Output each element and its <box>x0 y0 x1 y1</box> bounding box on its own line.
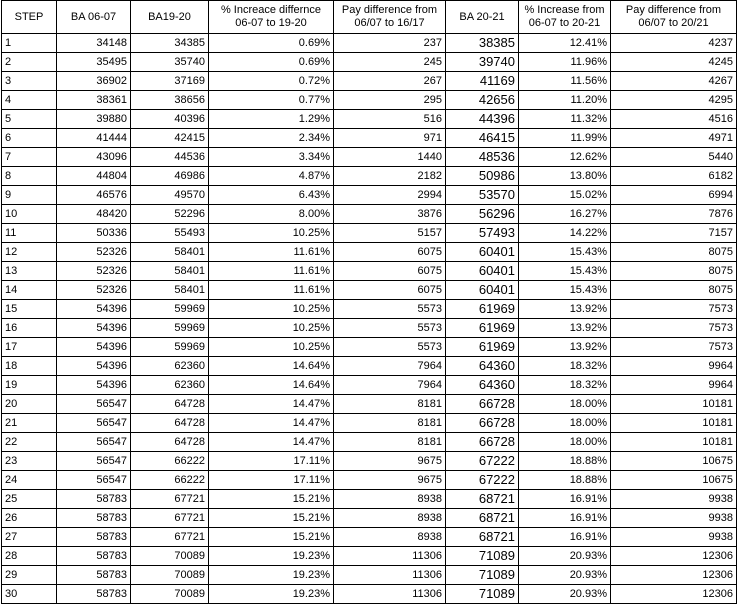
cell-pay-difference-20-21: 7573 <box>611 319 737 338</box>
cell-pay-difference-20-21: 9964 <box>611 357 737 376</box>
cell-step: 25 <box>2 490 57 509</box>
table-row <box>2 338 737 357</box>
cell-ba-06-07: 44804 <box>57 167 131 186</box>
cell-pay-difference-16-17: 5157 <box>334 224 446 243</box>
cell-pct-increase-20-21: 13.92% <box>519 338 611 357</box>
cell-ba-06-07: 52326 <box>57 243 131 262</box>
cell-ba-20-21: 71089 <box>446 566 519 585</box>
table-row <box>2 433 737 452</box>
cell-ba-20-21: 67222 <box>446 452 519 471</box>
cell-pay-difference-20-21: 9938 <box>611 509 737 528</box>
cell-pay-difference-16-17: 11306 <box>334 566 446 585</box>
cell-pct-increase-20-21: 11.20% <box>519 91 611 110</box>
cell-ba-06-07: 54396 <box>57 319 131 338</box>
cell-ba-19-20: 58401 <box>131 243 209 262</box>
cell-step: 20 <box>2 395 57 414</box>
cell-pay-difference-16-17: 11306 <box>334 585 446 604</box>
cell-pct-increase-20-21: 11.96% <box>519 53 611 72</box>
cell-pay-difference-20-21: 8075 <box>611 243 737 262</box>
cell-step: 2 <box>2 53 57 72</box>
cell-step: 9 <box>2 186 57 205</box>
cell-ba-19-20: 67721 <box>131 509 209 528</box>
cell-pay-difference-20-21: 10181 <box>611 433 737 452</box>
cell-ba-06-07: 54396 <box>57 338 131 357</box>
cell-pct-increase-19-20: 2.34% <box>209 129 334 148</box>
table-row <box>2 224 737 243</box>
cell-ba-20-21: 46415 <box>446 129 519 148</box>
cell-pct-increase-20-21: 13.92% <box>519 300 611 319</box>
cell-pay-difference-16-17: 5573 <box>334 319 446 338</box>
cell-pct-increase-19-20: 0.72% <box>209 72 334 91</box>
cell-pay-difference-16-17: 11306 <box>334 547 446 566</box>
cell-pct-increase-20-21: 16.91% <box>519 509 611 528</box>
cell-pct-increase-19-20: 0.69% <box>209 34 334 53</box>
table-row <box>2 110 737 129</box>
header-pct-increase-19-20: % Increace differnce 06-07 to 19-20 <box>209 1 334 34</box>
cell-pct-increase-19-20: 17.11% <box>209 452 334 471</box>
cell-step: 13 <box>2 262 57 281</box>
table-row <box>2 148 737 167</box>
cell-step: 4 <box>2 91 57 110</box>
cell-pct-increase-19-20: 11.61% <box>209 243 334 262</box>
cell-pay-difference-20-21: 4971 <box>611 129 737 148</box>
cell-ba-19-20: 64728 <box>131 395 209 414</box>
cell-pay-difference-20-21: 10675 <box>611 471 737 490</box>
cell-ba-06-07: 34148 <box>57 34 131 53</box>
table-row <box>2 186 737 205</box>
cell-pct-increase-20-21: 13.80% <box>519 167 611 186</box>
cell-step: 21 <box>2 414 57 433</box>
cell-ba-20-21: 68721 <box>446 490 519 509</box>
cell-pay-difference-20-21: 5440 <box>611 148 737 167</box>
cell-ba-20-21: 71089 <box>446 585 519 604</box>
cell-ba-20-21: 44396 <box>446 110 519 129</box>
cell-pay-difference-16-17: 6075 <box>334 262 446 281</box>
cell-pct-increase-19-20: 14.64% <box>209 357 334 376</box>
cell-pay-difference-20-21: 12306 <box>611 566 737 585</box>
cell-pay-difference-16-17: 3876 <box>334 205 446 224</box>
cell-ba-20-21: 48536 <box>446 148 519 167</box>
cell-ba-06-07: 38361 <box>57 91 131 110</box>
cell-step: 8 <box>2 167 57 186</box>
table-row <box>2 585 737 604</box>
cell-ba-19-20: 67721 <box>131 490 209 509</box>
cell-ba-19-20: 59969 <box>131 319 209 338</box>
cell-step: 24 <box>2 471 57 490</box>
cell-pay-difference-20-21: 10181 <box>611 395 737 414</box>
cell-pay-difference-20-21: 7876 <box>611 205 737 224</box>
table-row <box>2 490 737 509</box>
cell-ba-20-21: 60401 <box>446 281 519 300</box>
cell-step: 23 <box>2 452 57 471</box>
cell-ba-06-07: 35495 <box>57 53 131 72</box>
cell-pay-difference-16-17: 6075 <box>334 281 446 300</box>
cell-step: 27 <box>2 528 57 547</box>
cell-ba-06-07: 58783 <box>57 585 131 604</box>
cell-ba-19-20: 70089 <box>131 547 209 566</box>
cell-pay-difference-20-21: 9964 <box>611 376 737 395</box>
cell-pay-difference-16-17: 8938 <box>334 490 446 509</box>
cell-ba-20-21: 42656 <box>446 91 519 110</box>
cell-step: 30 <box>2 585 57 604</box>
cell-pct-increase-19-20: 10.25% <box>209 319 334 338</box>
cell-pct-increase-20-21: 12.62% <box>519 148 611 167</box>
cell-pct-increase-20-21: 11.56% <box>519 72 611 91</box>
cell-ba-06-07: 58783 <box>57 528 131 547</box>
cell-pct-increase-20-21: 20.93% <box>519 585 611 604</box>
cell-pay-difference-20-21: 8075 <box>611 262 737 281</box>
cell-ba-19-20: 55493 <box>131 224 209 243</box>
table-row <box>2 72 737 91</box>
cell-pct-increase-19-20: 10.25% <box>209 300 334 319</box>
cell-ba-19-20: 35740 <box>131 53 209 72</box>
table-row <box>2 300 737 319</box>
cell-ba-06-07: 58783 <box>57 566 131 585</box>
cell-pay-difference-16-17: 9675 <box>334 452 446 471</box>
cell-pct-increase-20-21: 16.91% <box>519 490 611 509</box>
cell-ba-06-07: 48420 <box>57 205 131 224</box>
cell-pct-increase-19-20: 11.61% <box>209 281 334 300</box>
cell-pay-difference-16-17: 8181 <box>334 395 446 414</box>
cell-ba-06-07: 58783 <box>57 547 131 566</box>
cell-pct-increase-19-20: 14.47% <box>209 433 334 452</box>
cell-pay-difference-16-17: 971 <box>334 129 446 148</box>
table-row <box>2 129 737 148</box>
cell-ba-06-07: 52326 <box>57 262 131 281</box>
cell-step: 3 <box>2 72 57 91</box>
cell-ba-19-20: 64728 <box>131 414 209 433</box>
cell-pct-increase-19-20: 19.23% <box>209 585 334 604</box>
cell-pct-increase-20-21: 18.00% <box>519 414 611 433</box>
cell-pay-difference-16-17: 2994 <box>334 186 446 205</box>
cell-pct-increase-19-20: 17.11% <box>209 471 334 490</box>
table-row <box>2 547 737 566</box>
cell-pay-difference-20-21: 4245 <box>611 53 737 72</box>
cell-pct-increase-19-20: 6.43% <box>209 186 334 205</box>
cell-pay-difference-16-17: 245 <box>334 53 446 72</box>
cell-ba-20-21: 68721 <box>446 509 519 528</box>
cell-ba-20-21: 71089 <box>446 547 519 566</box>
cell-pct-increase-19-20: 15.21% <box>209 509 334 528</box>
cell-ba-06-07: 56547 <box>57 433 131 452</box>
cell-ba-19-20: 58401 <box>131 262 209 281</box>
cell-pct-increase-20-21: 16.91% <box>519 528 611 547</box>
table-row <box>2 509 737 528</box>
cell-pct-increase-20-21: 18.32% <box>519 357 611 376</box>
cell-ba-20-21: 61969 <box>446 338 519 357</box>
cell-ba-20-21: 61969 <box>446 300 519 319</box>
cell-pct-increase-19-20: 14.47% <box>209 414 334 433</box>
cell-ba-19-20: 38656 <box>131 91 209 110</box>
cell-pay-difference-16-17: 6075 <box>334 243 446 262</box>
cell-step: 10 <box>2 205 57 224</box>
cell-pct-increase-19-20: 8.00% <box>209 205 334 224</box>
cell-pay-difference-20-21: 9938 <box>611 490 737 509</box>
cell-pct-increase-19-20: 0.69% <box>209 53 334 72</box>
cell-pay-difference-16-17: 295 <box>334 91 446 110</box>
cell-pay-difference-16-17: 237 <box>334 34 446 53</box>
cell-pct-increase-19-20: 15.21% <box>209 490 334 509</box>
cell-ba-20-21: 64360 <box>446 357 519 376</box>
cell-pay-difference-20-21: 7573 <box>611 338 737 357</box>
cell-pay-difference-20-21: 6994 <box>611 186 737 205</box>
table-row <box>2 471 737 490</box>
cell-step: 19 <box>2 376 57 395</box>
cell-pay-difference-20-21: 8075 <box>611 281 737 300</box>
cell-ba-06-07: 54396 <box>57 300 131 319</box>
cell-ba-19-20: 37169 <box>131 72 209 91</box>
cell-ba-19-20: 44536 <box>131 148 209 167</box>
cell-ba-06-07: 46576 <box>57 186 131 205</box>
cell-pct-increase-20-21: 13.92% <box>519 319 611 338</box>
cell-ba-19-20: 66222 <box>131 452 209 471</box>
cell-ba-06-07: 56547 <box>57 414 131 433</box>
cell-ba-06-07: 58783 <box>57 509 131 528</box>
cell-ba-06-07: 54396 <box>57 357 131 376</box>
cell-ba-06-07: 50336 <box>57 224 131 243</box>
table-row <box>2 319 737 338</box>
cell-ba-19-20: 66222 <box>131 471 209 490</box>
cell-pay-difference-16-17: 1440 <box>334 148 446 167</box>
table-row <box>2 262 737 281</box>
cell-ba-06-07: 56547 <box>57 471 131 490</box>
cell-ba-19-20: 49570 <box>131 186 209 205</box>
cell-ba-06-07: 52326 <box>57 281 131 300</box>
cell-pct-increase-19-20: 15.21% <box>209 528 334 547</box>
pay-table <box>1 0 737 604</box>
cell-ba-20-21: 64360 <box>446 376 519 395</box>
cell-pct-increase-20-21: 15.43% <box>519 243 611 262</box>
cell-pct-increase-20-21: 18.88% <box>519 471 611 490</box>
cell-ba-20-21: 67222 <box>446 471 519 490</box>
cell-pay-difference-16-17: 5573 <box>334 338 446 357</box>
cell-pct-increase-20-21: 15.43% <box>519 262 611 281</box>
cell-step: 11 <box>2 224 57 243</box>
cell-ba-19-20: 70089 <box>131 566 209 585</box>
cell-ba-20-21: 50986 <box>446 167 519 186</box>
cell-ba-20-21: 39740 <box>446 53 519 72</box>
cell-pay-difference-20-21: 4295 <box>611 91 737 110</box>
cell-step: 22 <box>2 433 57 452</box>
cell-pct-increase-19-20: 4.87% <box>209 167 334 186</box>
table-row <box>2 566 737 585</box>
table-row <box>2 357 737 376</box>
cell-pct-increase-20-21: 18.00% <box>519 395 611 414</box>
cell-ba-19-20: 58401 <box>131 281 209 300</box>
header-row <box>2 1 737 34</box>
cell-ba-20-21: 60401 <box>446 243 519 262</box>
table-row <box>2 53 737 72</box>
cell-pct-increase-20-21: 14.22% <box>519 224 611 243</box>
cell-ba-20-21: 41169 <box>446 72 519 91</box>
cell-pct-increase-20-21: 12.41% <box>519 34 611 53</box>
cell-ba-20-21: 66728 <box>446 395 519 414</box>
cell-ba-19-20: 34385 <box>131 34 209 53</box>
cell-step: 15 <box>2 300 57 319</box>
cell-pct-increase-19-20: 0.77% <box>209 91 334 110</box>
cell-ba-19-20: 46986 <box>131 167 209 186</box>
cell-pct-increase-20-21: 18.00% <box>519 433 611 452</box>
cell-pay-difference-20-21: 12306 <box>611 547 737 566</box>
cell-ba-20-21: 60401 <box>446 262 519 281</box>
cell-ba-06-07: 58783 <box>57 490 131 509</box>
cell-ba-06-07: 41444 <box>57 129 131 148</box>
header-pay-difference-20-21: Pay difference from 06/07 to 20/21 <box>611 1 737 34</box>
table-row <box>2 376 737 395</box>
cell-pay-difference-20-21: 10675 <box>611 452 737 471</box>
cell-pct-increase-20-21: 11.99% <box>519 129 611 148</box>
cell-pct-increase-20-21: 15.02% <box>519 186 611 205</box>
cell-ba-06-07: 54396 <box>57 376 131 395</box>
table-row <box>2 205 737 224</box>
header-ba-19-20: BA19-20 <box>131 1 209 34</box>
cell-pct-increase-20-21: 11.32% <box>519 110 611 129</box>
cell-ba-06-07: 43096 <box>57 148 131 167</box>
cell-pct-increase-19-20: 14.64% <box>209 376 334 395</box>
cell-pay-difference-20-21: 4237 <box>611 34 737 53</box>
cell-ba-06-07: 39880 <box>57 110 131 129</box>
cell-ba-19-20: 64728 <box>131 433 209 452</box>
cell-ba-20-21: 57493 <box>446 224 519 243</box>
cell-pay-difference-20-21: 4516 <box>611 110 737 129</box>
cell-step: 12 <box>2 243 57 262</box>
cell-step: 14 <box>2 281 57 300</box>
cell-pct-increase-19-20: 10.25% <box>209 338 334 357</box>
table-row <box>2 414 737 433</box>
cell-step: 29 <box>2 566 57 585</box>
cell-pay-difference-16-17: 8938 <box>334 528 446 547</box>
cell-pay-difference-16-17: 7964 <box>334 376 446 395</box>
header-ba-06-07: BA 06-07 <box>57 1 131 34</box>
cell-step: 1 <box>2 34 57 53</box>
cell-ba-19-20: 67721 <box>131 528 209 547</box>
cell-ba-19-20: 59969 <box>131 338 209 357</box>
header-pct-increase-20-21: % Increase from 06-07 to 20-21 <box>519 1 611 34</box>
cell-ba-20-21: 38385 <box>446 34 519 53</box>
cell-pay-difference-20-21: 12306 <box>611 585 737 604</box>
cell-step: 26 <box>2 509 57 528</box>
cell-ba-19-20: 42415 <box>131 129 209 148</box>
cell-step: 16 <box>2 319 57 338</box>
cell-pay-difference-20-21: 4267 <box>611 72 737 91</box>
cell-pct-increase-20-21: 15.43% <box>519 281 611 300</box>
cell-pay-difference-16-17: 516 <box>334 110 446 129</box>
cell-step: 7 <box>2 148 57 167</box>
table-body <box>2 34 737 604</box>
cell-ba-06-07: 56547 <box>57 452 131 471</box>
cell-ba-20-21: 66728 <box>446 433 519 452</box>
cell-step: 6 <box>2 129 57 148</box>
cell-pct-increase-20-21: 20.93% <box>519 547 611 566</box>
header-pay-difference-16-17: Pay difference from 06/07 to 16/17 <box>334 1 446 34</box>
header-step: STEP <box>2 1 57 34</box>
cell-ba-19-20: 62360 <box>131 376 209 395</box>
cell-pay-difference-16-17: 2182 <box>334 167 446 186</box>
cell-pay-difference-16-17: 8181 <box>334 414 446 433</box>
cell-pct-increase-19-20: 11.61% <box>209 262 334 281</box>
cell-ba-19-20: 70089 <box>131 585 209 604</box>
cell-step: 17 <box>2 338 57 357</box>
table-row <box>2 34 737 53</box>
cell-ba-19-20: 59969 <box>131 300 209 319</box>
cell-ba-19-20: 62360 <box>131 357 209 376</box>
cell-pct-increase-19-20: 1.29% <box>209 110 334 129</box>
cell-pay-difference-20-21: 10181 <box>611 414 737 433</box>
cell-pay-difference-16-17: 5573 <box>334 300 446 319</box>
cell-pay-difference-16-17: 267 <box>334 72 446 91</box>
cell-step: 5 <box>2 110 57 129</box>
cell-pay-difference-20-21: 6182 <box>611 167 737 186</box>
cell-pct-increase-19-20: 10.25% <box>209 224 334 243</box>
cell-ba-19-20: 40396 <box>131 110 209 129</box>
cell-ba-06-07: 56547 <box>57 395 131 414</box>
cell-pay-difference-16-17: 8181 <box>334 433 446 452</box>
cell-pct-increase-20-21: 16.27% <box>519 205 611 224</box>
cell-ba-20-21: 61969 <box>446 319 519 338</box>
table-row <box>2 452 737 471</box>
header-ba-20-21: BA 20-21 <box>446 1 519 34</box>
cell-pay-difference-16-17: 7964 <box>334 357 446 376</box>
cell-pay-difference-20-21: 7573 <box>611 300 737 319</box>
cell-pay-difference-20-21: 7157 <box>611 224 737 243</box>
cell-pct-increase-20-21: 18.32% <box>519 376 611 395</box>
cell-ba-20-21: 68721 <box>446 528 519 547</box>
cell-pct-increase-19-20: 14.47% <box>209 395 334 414</box>
cell-pct-increase-20-21: 20.93% <box>519 566 611 585</box>
cell-ba-06-07: 36902 <box>57 72 131 91</box>
cell-pct-increase-20-21: 18.88% <box>519 452 611 471</box>
table-row <box>2 281 737 300</box>
cell-ba-19-20: 52296 <box>131 205 209 224</box>
cell-pct-increase-19-20: 19.23% <box>209 566 334 585</box>
cell-pay-difference-20-21: 9938 <box>611 528 737 547</box>
cell-step: 18 <box>2 357 57 376</box>
table-row <box>2 243 737 262</box>
cell-ba-20-21: 56296 <box>446 205 519 224</box>
table-row <box>2 167 737 186</box>
table-row <box>2 91 737 110</box>
cell-ba-20-21: 53570 <box>446 186 519 205</box>
cell-pct-increase-19-20: 3.34% <box>209 148 334 167</box>
cell-step: 28 <box>2 547 57 566</box>
table-row <box>2 528 737 547</box>
cell-pct-increase-19-20: 19.23% <box>209 547 334 566</box>
cell-pay-difference-16-17: 8938 <box>334 509 446 528</box>
table-row <box>2 395 737 414</box>
cell-ba-20-21: 66728 <box>446 414 519 433</box>
cell-pay-difference-16-17: 9675 <box>334 471 446 490</box>
